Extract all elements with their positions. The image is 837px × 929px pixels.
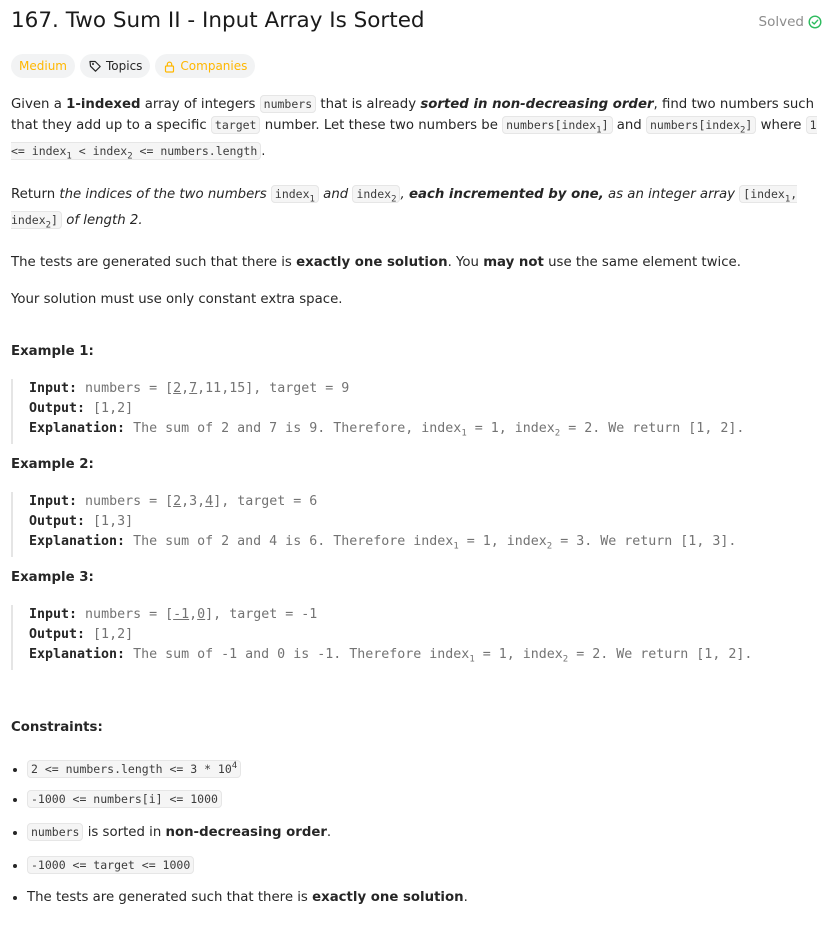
example-3-output: Output: [1,2]: [29, 627, 134, 642]
constraint-item: • The tests are generated such that there is exactly one solution.: [27, 887, 468, 920]
constraint-item: • numbers is sorted in non-decreasing order.: [27, 821, 468, 854]
solved-label: Solved: [758, 14, 804, 30]
example-2-input: Input: numbers = [2,3,4], target = 6: [29, 494, 318, 509]
example-3-explanation: Explanation: The sum of -1 and 0 is -1. Therefore index$_1$ = 1, index$_2$ = 2. We return [1, 2].: [29, 647, 753, 665]
problem-title: 167. Two Sum II - Input Array Is Sorted: [11, 8, 425, 33]
example-3-title: Example 3:: [11, 570, 94, 585]
constraints-title: Constraints:: [11, 720, 103, 735]
example-1-output: Output: [1,2]: [29, 401, 134, 416]
example-1-block: [11, 379, 744, 444]
problem-description: [11, 94, 823, 326]
example-3-input: Input: numbers = [-1,0], target = -1: [29, 607, 318, 622]
check-circle-icon: [808, 15, 822, 29]
description-paragraph-3: The tests are generated such that there is exactly one solution. You may not use the same element twice.: [11, 255, 741, 271]
tag-row: [11, 54, 260, 78]
companies-button[interactable]: [155, 54, 255, 78]
example-3-block: [11, 605, 752, 670]
example-1-title: Example 1:: [11, 344, 94, 359]
example-2-output: Output: [1,3]: [29, 514, 134, 529]
description-paragraph-1: Given a 1-indexed array of integers numbers that is already sorted in non-decreasing order, find two numbers such that they add up to a specific target number. Let these two numbers be numbers[index$_1$] and numbers[index$_2$] where 1 <= index$_1$ < index$_2$ <= numbers.length .: [11, 97, 817, 162]
description-paragraph-4: Your solution must use only constant extra space.: [11, 292, 343, 308]
topics-label: Topics: [105, 59, 143, 73]
example-2-explanation: Explanation: The sum of 2 and 4 is 6. Therefore index$_1$ = 1, index$_2$ = 3. We return [1, 3].: [29, 534, 737, 552]
example-1-input: Input: numbers = [2,7,11,15], target = 9: [29, 381, 350, 396]
constraint-item: • 2 <= numbers.length <= $3 * 10^4$: [27, 755, 468, 788]
constraints-list: [0, 755, 468, 920]
topics-button[interactable]: [80, 54, 150, 78]
description-paragraph-2: Return the indices of the two numbers index$_1$ and index$_2$ , each incremented by one, as an integer array [index$_1$, index$_2$] of length 2.: [11, 186, 798, 231]
constraint-item: • -1000 <= numbers[i] <= 1000: [27, 788, 468, 821]
example-1-explanation: Explanation: The sum of 2 and 7 is 9. Therefore, index$_1$ = 1, index$_2$ = 2. We return [1, 2].: [29, 421, 745, 439]
difficulty-badge[interactable]: Medium: [11, 54, 75, 78]
companies-label: Companies: [180, 59, 248, 73]
lock-icon: [163, 60, 176, 73]
solved-status: [759, 14, 822, 30]
example-2-title: Example 2:: [11, 457, 94, 472]
constraint-item: • -1000 <= target <= 1000: [27, 854, 468, 887]
tag-icon: [88, 59, 102, 73]
example-2-block: [11, 492, 736, 557]
